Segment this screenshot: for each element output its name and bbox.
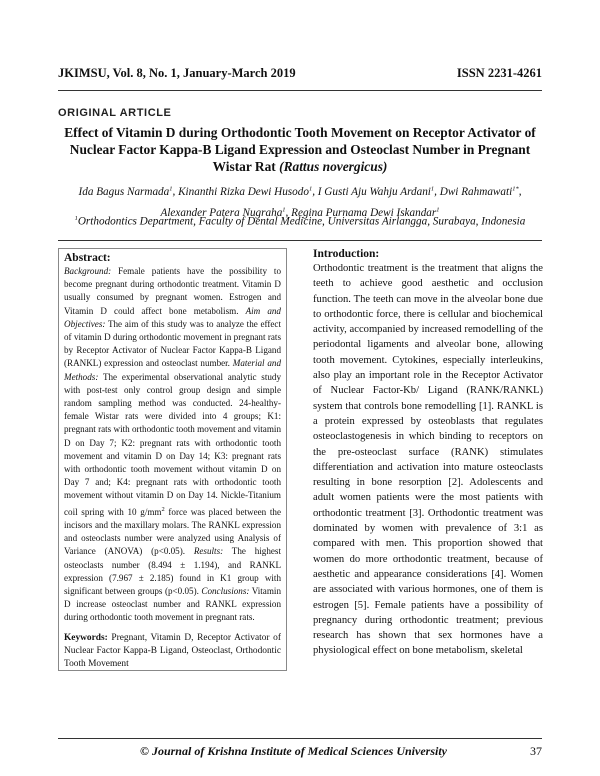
author-list: Ida Bagus Narmada$^1$, Kinanthi Rizka Dewi Husodo$^1$, I Gusti Aju Wahju Ardani$^1$, Dwi Rahmawati$^{1*}$, Alexander Patera Nugraha$^1$, Regina Purnama Dewi Iskandar$^1$: [78, 185, 522, 219]
introduction-body: Orthodontic treatment is the treatment that aligns the teeth to achieve good aesthetic and occlusion function. The teeth can move in the alveolar bone due to orthodontic force, there is cellular and biochemical activity, accompanied by increased remodelling of the periodontal ligaments and alveolar bone, allowing tooth movement. Cytokines, especially interleukins, also play an important role in the Receptor Activator of Nuclear Factor-Kb/ Ligand (RANK/RANKL) system that controls bone remodelling [1]. RANKL is a protein expressed by osteoblasts that regulates osteoclastogenesis in which binding to receptors on the pre-osteoclast surface (RANK) stimulates differentiation and activation into mature osteoclasts resulting in bone resorption [2]. Adolescents and adult women patients were the most patients with orthodontic treatment [3]. Orthodontic treatment was dominated by women with prevalence of 3:1 as compared with men. This proportion showed that women do more orthodontic treatment, because of aesthetic and appearance considerations [4]. Women are associated with various hormones, one of them is estrogen [5]. Female patients have a possibility of pregnancy during orthodontic treatment; previous research has shown that sex hormones have a physiological effect on bone metabolism, skeletal: [313, 263, 543, 657]
footer-rule: [58, 738, 542, 739]
author: Kinanthi Rizka Dewi Husodo$^1$: [178, 185, 313, 198]
abstract-body: Background: Female patients have the possibility to become pregnant during orthodontic treatment. Vitamin D usually consumed by pregnant women. Estrogen and Vitamin D could affect bone metabolism. Aim and Objectives: The aim of this study was to analyze the effect of vitamin D during orthodontic movement in pregnant rats by Receptor Activator of Nuclear Factor Kappa-B Ligand (RANKL) expression and osteoclast number. Material and Methods: The experimental observational analytic study with post-test only control group design and simple random sampling method was conducted. 24-healthy-female Wistar rats were divided into 4 groups; K1: pregnant rats with orthodontic tooth movement and vitamin D on Day 7; K2: pregnant rats with orthodontic tooth movement and vitamin D on Day 14; K3: pregnant rats with orthodontic tooth movement without vitamin D on Day 7 and; K4: pregnant rats with orthodontic tooth movement without vitamin D on Day 14. Nickle-Titanium coil spring with 10 $g/mm^2$ force was placed between the incisors and the maxillary molars. The RANKL expression and osteoclasts number were analyzed using Analysis of Variance (ANOVA) (p<0.05). Results: The highest osteoclasts number (8.494 ± 1.194), and RANKL expression (7.967 ± 2.185) found in K1 group with significant between groups (p<0.05). Conclusions: Vitamin D increase osteoclast number and RANKL expression during orthodontic tooth movement in pregnant rats.: [64, 266, 281, 623]
article-type: ORIGINAL ARTICLE: [58, 107, 172, 119]
footer-journal: © Journal of Krishna Institute of Medical Sciences University: [140, 744, 447, 758]
author: Regina Purnama Dewi Iskandar$^1$: [291, 206, 440, 219]
section-rule: [58, 240, 542, 241]
header-rule: [58, 90, 542, 91]
author: Dwi Rahmawati$^{1*}$: [439, 185, 519, 198]
abstract-heading: Abstract:: [64, 252, 111, 264]
affiliation: $^1$Orthodontics Department, Faculty of Dental Medicine, Universitas Airlangga, Surabaya, Indonesia: [74, 215, 526, 228]
author: I Gusti Aju Wahju Ardani$^1$: [317, 185, 435, 198]
abstract-box: [58, 248, 287, 671]
keywords: Keywords: Pregnant, Vitamin D, Receptor Activator of Nuclear Factor Kappa-B Ligand, Osteoclast, Orthodontic Tooth Movement: [64, 632, 281, 669]
introduction-heading: Introduction:: [313, 248, 380, 260]
journal-citation: JKIMSU, Vol. 8, No. 1, January-March 2019: [58, 66, 296, 80]
issn: ISSN 2231-4261: [456, 66, 542, 80]
author: Alexander Patera Nugraha$^1$: [160, 206, 286, 219]
introduction-section: [313, 248, 543, 659]
author: Ida Bagus Narmada$^1$: [78, 185, 173, 198]
article-title: [58, 124, 542, 175]
title-species: (Rattus novergicus): [279, 159, 388, 174]
page-number: 37: [530, 744, 542, 758]
title-main: Effect of Vitamin D during Orthodontic Tooth Movement on Receptor Activator of Nuclear Factor Kappa-B Ligand Expression and Osteoclast Number in Pregnant Wistar Rat: [64, 125, 536, 174]
